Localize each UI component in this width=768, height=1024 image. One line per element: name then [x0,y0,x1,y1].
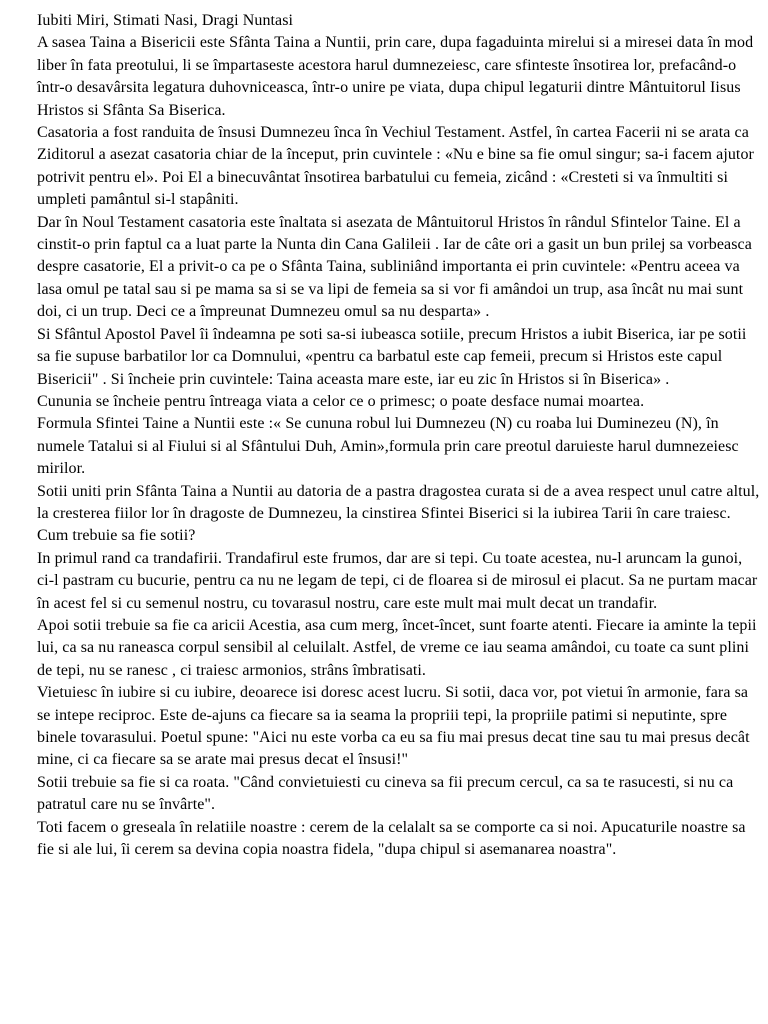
paragraph-roses: In primul rand ca trandafirii. Trandafirul este frumos, dar are si tepi. Cu toate acestea, nu-l aruncam la gunoi, ci-l pastram cu bucurie, pentru ca nu ne legam de tepi, ci de floarea si de mirosul ei placut. Sa ne purtam macar în acest fel si cu semenul nostru, cu tovarasul nostru, care este mult mai mult decat un trandafir. [37,549,758,612]
paragraph-harmony: Vietuiesc în iubire si cu iubire, deoarece isi doresc acest lucru. Si sotii, daca vor, pot vietui în armonie, fara sa se intepe reciproc. Este de-ajuns ca fiecare sa ia seama la propriii tepi, la propriile patimi si neputinte, spre binele tovarasului. Poetul spune: "Aici nu este vorba ca eu sa fiu mai presus decat tine sau tu mai presus decât mine, ci ca fiecare sa se arate mai presus decat el însusi!" [37,684,750,769]
paragraph-formula: Formula Sfintei Taine a Nuntii este :« Se cununa robul lui Dumnezeu (N) cu roaba lui Duminezeu (N), în numele Tatalui si al Fiului si al Sfântului Duh, Amin»,formula prin care preotul daruieste harul dumnezeiesc mirilor. [37,415,739,478]
question-heading: Cum trebuie sa fie sotii? [37,527,196,545]
paragraph-mistake: Toti facem o greseala în relatiile noastre : cerem de la celalalt sa se comporte ca si noi. Apucaturile noastre sa fie si ale lui, îi cerem sa devina copia noastra fidela, "dupa chipul si asemanarea noastra". [37,818,746,859]
paragraph-apostle-paul: Si Sfântul Apostol Pavel îi îndeamna pe soti sa-si iubeasca sotiile, precum Hristos a iubit Biserica, iar pe sotii sa fie supuse barbatilor lor ca Domnului, «pentru ca barbatul este cap femeii, precum si Hristos este capul Bisericii" . Si încheie prin cuvintele: Taina aceasta mare este, iar eu zic în Hristos si în Biserica» . [37,325,747,388]
paragraph-wheel: Sotii trebuie sa fie si ca roata. "Când convietuiesti cu cineva sa fii precum cercul, ca sa te rasucesti, si nu ca patratul care nu se învârte". [37,773,734,814]
document-body [37,10,762,861]
paragraph-sacrament-intro: A sasea Taina a Bisericii este Sfânta Taina a Nuntii, prin care, dupa fagaduinta mirelui si a miresei data în mod liber în fata preotului, li se împartaseste acestora harul dumnezeiesc, care sfinteste însotirea lor, prefacând-o într-o desavârsita legatura duhovniceasca, într-o unire pe viata, dupa chipul legaturii dintre Mântuitorul Iisus Hristos si Sfânta Sa Biserica. [37,34,754,119]
paragraph-old-testament: Casatoria a fost randuita de însusi Dumnezeu înca în Vechiul Testament. Astfel, în cartea Facerii ni se arata ca Ziditorul a asezat casatoria chiar de la început, prin cuvintele : «Nu e bine sa fie omul singur; sa-i facem ajutor potrivit pentru el». Poi El a binecuvântat însotirea barbatului cu femeia, zicând : «Cresteti si va înmultiti si umpleti pamântul si-l stapâniti. [37,124,754,209]
paragraph-new-testament: Dar în Noul Testament casatoria este înaltata si asezata de Mântuitorul Hristos în rândul Sfintelor Taine. El a cinstit-o prin faptul ca a luat parte la Nunta din Cana Galileii . Iar de câte ori a gasit un bun prilej sa vorbeasca despre casatorie, El a privit-o ca pe o Sfânta Taina, subliniând importanta ei prin cuvintele: «Pentru aceea va lasa omul pe tatal sau si pe mama sa si se va lipi de femeia sa si vor fi amândoi un trup, asa încât nu mai sunt doi, ci un trup. Deci ce a împreunat Dumnezeu omul sa nu desparta» . [37,213,752,321]
greeting-heading: Iubiti Miri, Stimati Nasi, Dragi Nuntasi [37,12,294,29]
paragraph-lifelong-union: Cununia se încheie pentru întreaga viata a celor ce o primesc; o poate desface numai moartea. [37,392,645,410]
paragraph-spouses-duty: Sotii uniti prin Sfânta Taina a Nuntii au datoria de a pastra dragostea curata si de a avea respect unul catre altul, la cresterea fiilor lor în dragoste de Dumnezeu, la cinstirea Sfintei Biserici si la iubirea Tarii în care traiesc. [37,482,760,522]
paragraph-hedgehogs: Apoi sotii trebuie sa fie ca aricii Acestia, asa cum merg, încet-încet, sunt foarte atenti. Fiecare ia aminte la tepii lui, ca sa nu raneasca corpul sensibil al celuilalt. Astfel, de vreme ce iau seama amândoi, cu toate ca sunt plini de tepi, nu se ranesc , ci traiesc armonios, strâns îmbratisati. [37,616,757,679]
